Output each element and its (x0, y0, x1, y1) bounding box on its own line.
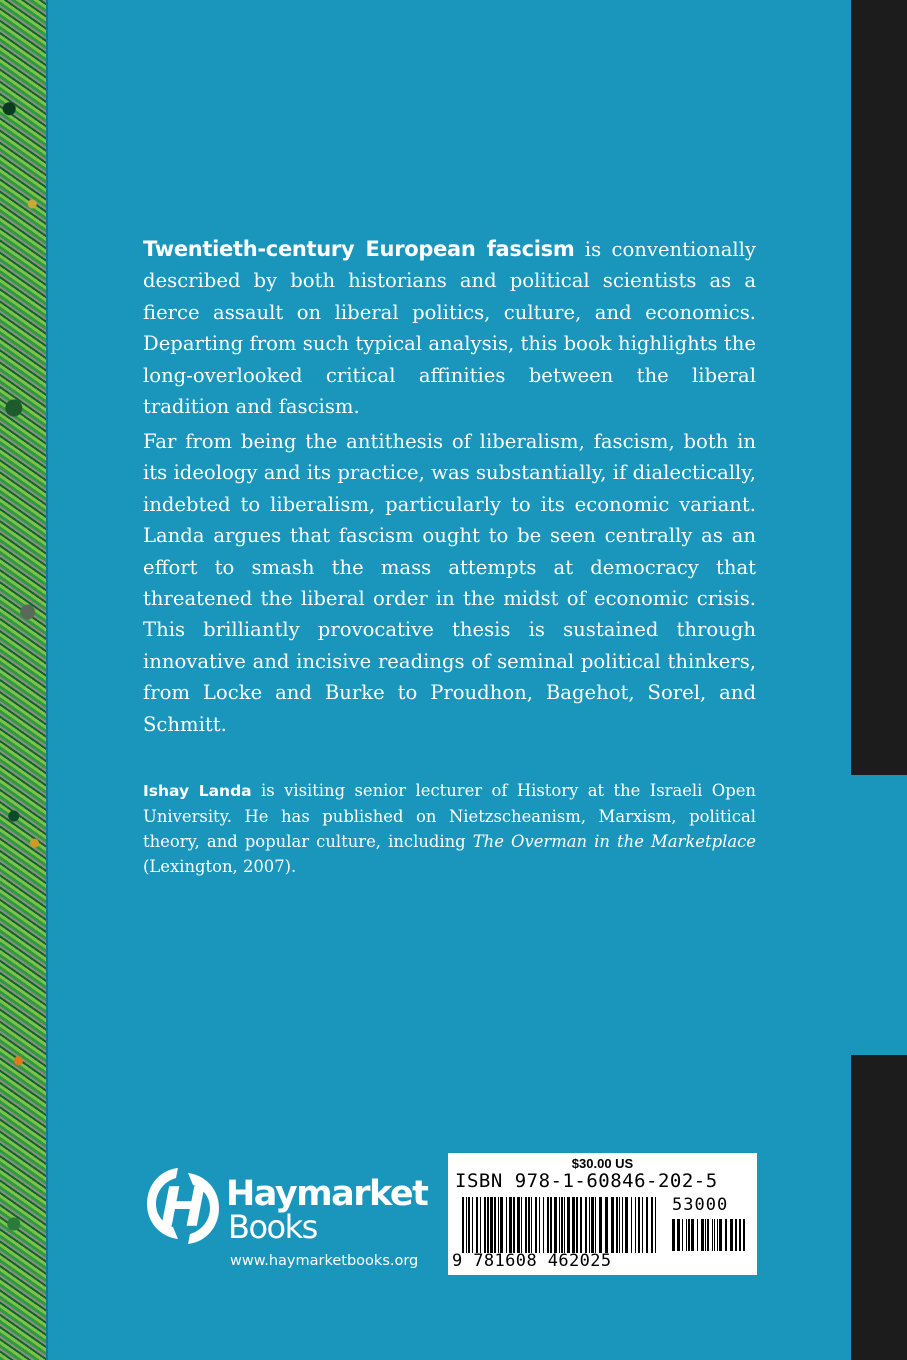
barcode-bar (622, 1197, 623, 1253)
barcode-bar (591, 1197, 594, 1253)
barcode-bar (484, 1197, 486, 1253)
spine-bar-top (851, 0, 907, 775)
barcode-bar (480, 1197, 481, 1253)
isbn-number: ISBN 978-1-60846-202-5 (455, 1170, 718, 1192)
barcode-bar (719, 1219, 722, 1251)
price-label: $30.00 US (571, 1156, 634, 1171)
barcode-bar (635, 1197, 636, 1253)
barcode-bar (686, 1219, 687, 1251)
barcode-bar (494, 1197, 496, 1253)
barcode-bar (559, 1197, 560, 1253)
barcode-bar (682, 1219, 683, 1251)
barcode-bar (572, 1197, 575, 1253)
cover-image-edge (46, 0, 48, 1360)
barcode-bar (567, 1197, 570, 1253)
barcode-bar (468, 1197, 470, 1253)
price-barcode (672, 1219, 750, 1251)
barcode-bar (589, 1197, 590, 1253)
barcode-bar (476, 1197, 478, 1253)
barcode-bar (580, 1197, 582, 1253)
barcode-bar (725, 1219, 727, 1251)
haymarket-logo-icon (142, 1165, 224, 1247)
logo-letter: H (160, 1176, 206, 1239)
barcode-bar (585, 1197, 587, 1253)
cover-image-strip (0, 0, 46, 1360)
blurb-paragraph-2 (143, 426, 756, 740)
barcode-bar (500, 1197, 503, 1253)
publisher-name-1: Haymarket (226, 1174, 428, 1214)
barcode-bar (611, 1197, 614, 1253)
barcode-bar (539, 1197, 540, 1253)
publisher-name-2: Books (228, 1208, 317, 1246)
barcode-bar (616, 1197, 618, 1253)
price-code: 53000 (672, 1195, 729, 1215)
barcode-bar (655, 1197, 656, 1253)
barcode-bar (642, 1197, 643, 1253)
bio-book-title: The Overman in the Marketplace (472, 832, 756, 851)
barcode-bar (528, 1197, 530, 1253)
barcode-bar (730, 1219, 733, 1251)
barcode-bar (517, 1197, 520, 1253)
barcode-bar (554, 1197, 557, 1253)
isbn-barcode-box (448, 1153, 757, 1275)
barcode-bar (466, 1197, 467, 1253)
barcode-bar (651, 1197, 653, 1253)
barcode-bar (561, 1197, 563, 1253)
blurb-p1-text: is conventionally described by both historians and political scientists as a fierce assault on liberal politics, culture, and economics. Departing from such typical analysis, this book highlights the long-overlooked critical affinities between the liberal tradition and fascism. (143, 238, 756, 419)
barcode-bar (705, 1219, 706, 1251)
barcode-bar (535, 1197, 537, 1253)
barcode-bar (743, 1219, 745, 1251)
barcode-bar (543, 1197, 544, 1253)
barcode-bar (712, 1219, 713, 1251)
barcode-bar (631, 1197, 632, 1253)
barcode-bar (576, 1197, 578, 1253)
barcode-bar (599, 1197, 602, 1253)
barcode-bar (462, 1197, 464, 1253)
barcode-bar (672, 1219, 675, 1251)
barcode-bar (509, 1197, 512, 1253)
barcode-bar (472, 1197, 473, 1253)
barcode-bar (739, 1219, 741, 1251)
blurb-lead: Twentieth-century European fascism (143, 237, 575, 261)
barcode-bar (531, 1197, 532, 1253)
barcode-bar (688, 1219, 690, 1251)
barcode-bar (506, 1197, 507, 1253)
ean-barcode (462, 1197, 662, 1253)
barcode-bar (697, 1219, 698, 1251)
barcode-bar (521, 1197, 522, 1253)
barcode-bar (717, 1219, 718, 1251)
blurb-p2-text: Far from being the antithesis of liberalism, fascism, both in its ideology and its practice, was substantially, if dialectically, indebted to liberalism, particularly to its economic variant. Landa argues that fascism ought to be seen centrally as an effort to smash the mass attempts at democracy that threatened the liberal order in the midst of economic crisis. This brilliantly provocative thesis is sustained through innovative and incisive readings of seminal political thinkers, from Locke and Burke to Proudhon, Bagehot, Sorel, and Schmitt. (143, 430, 756, 736)
publisher-logo (142, 1165, 437, 1275)
barcode-bar (638, 1197, 640, 1253)
barcode-bar (564, 1197, 565, 1253)
blurb-paragraph-1 (143, 234, 756, 422)
barcode-bar (513, 1197, 515, 1253)
barcode-bar (605, 1197, 608, 1253)
author-bio (143, 778, 756, 879)
bio-text-2: (Lexington, 2007). (143, 857, 297, 876)
barcode-bar (525, 1197, 527, 1253)
barcode-bar (498, 1197, 499, 1253)
bio-text-1: is visiting senior lecturer of History at the Israeli Open University. He has published on Nietzscheanism, Marxism, political theory, and popular culture, including (143, 781, 756, 851)
barcode-bar (707, 1219, 709, 1251)
barcode-bar (595, 1197, 596, 1253)
barcode-bar (550, 1197, 552, 1253)
barcode-bar (487, 1197, 489, 1253)
barcode-bar (490, 1197, 493, 1253)
spine-bar-bottom (851, 1055, 907, 1360)
barcode-bar (677, 1219, 680, 1251)
barcode-bar (714, 1219, 715, 1251)
barcode-bar (691, 1219, 694, 1251)
barcode-bar (625, 1197, 628, 1253)
barcode-bar (735, 1219, 737, 1251)
barcode-bar (547, 1197, 549, 1253)
author-name: Ishay Landa (143, 782, 252, 800)
ean-digits: 9 781608 462025 (452, 1251, 612, 1271)
barcode-bar (619, 1197, 620, 1253)
barcode-bar (646, 1197, 648, 1253)
barcode-bar (701, 1219, 704, 1251)
publisher-url: www.haymarketbooks.org (230, 1253, 419, 1269)
